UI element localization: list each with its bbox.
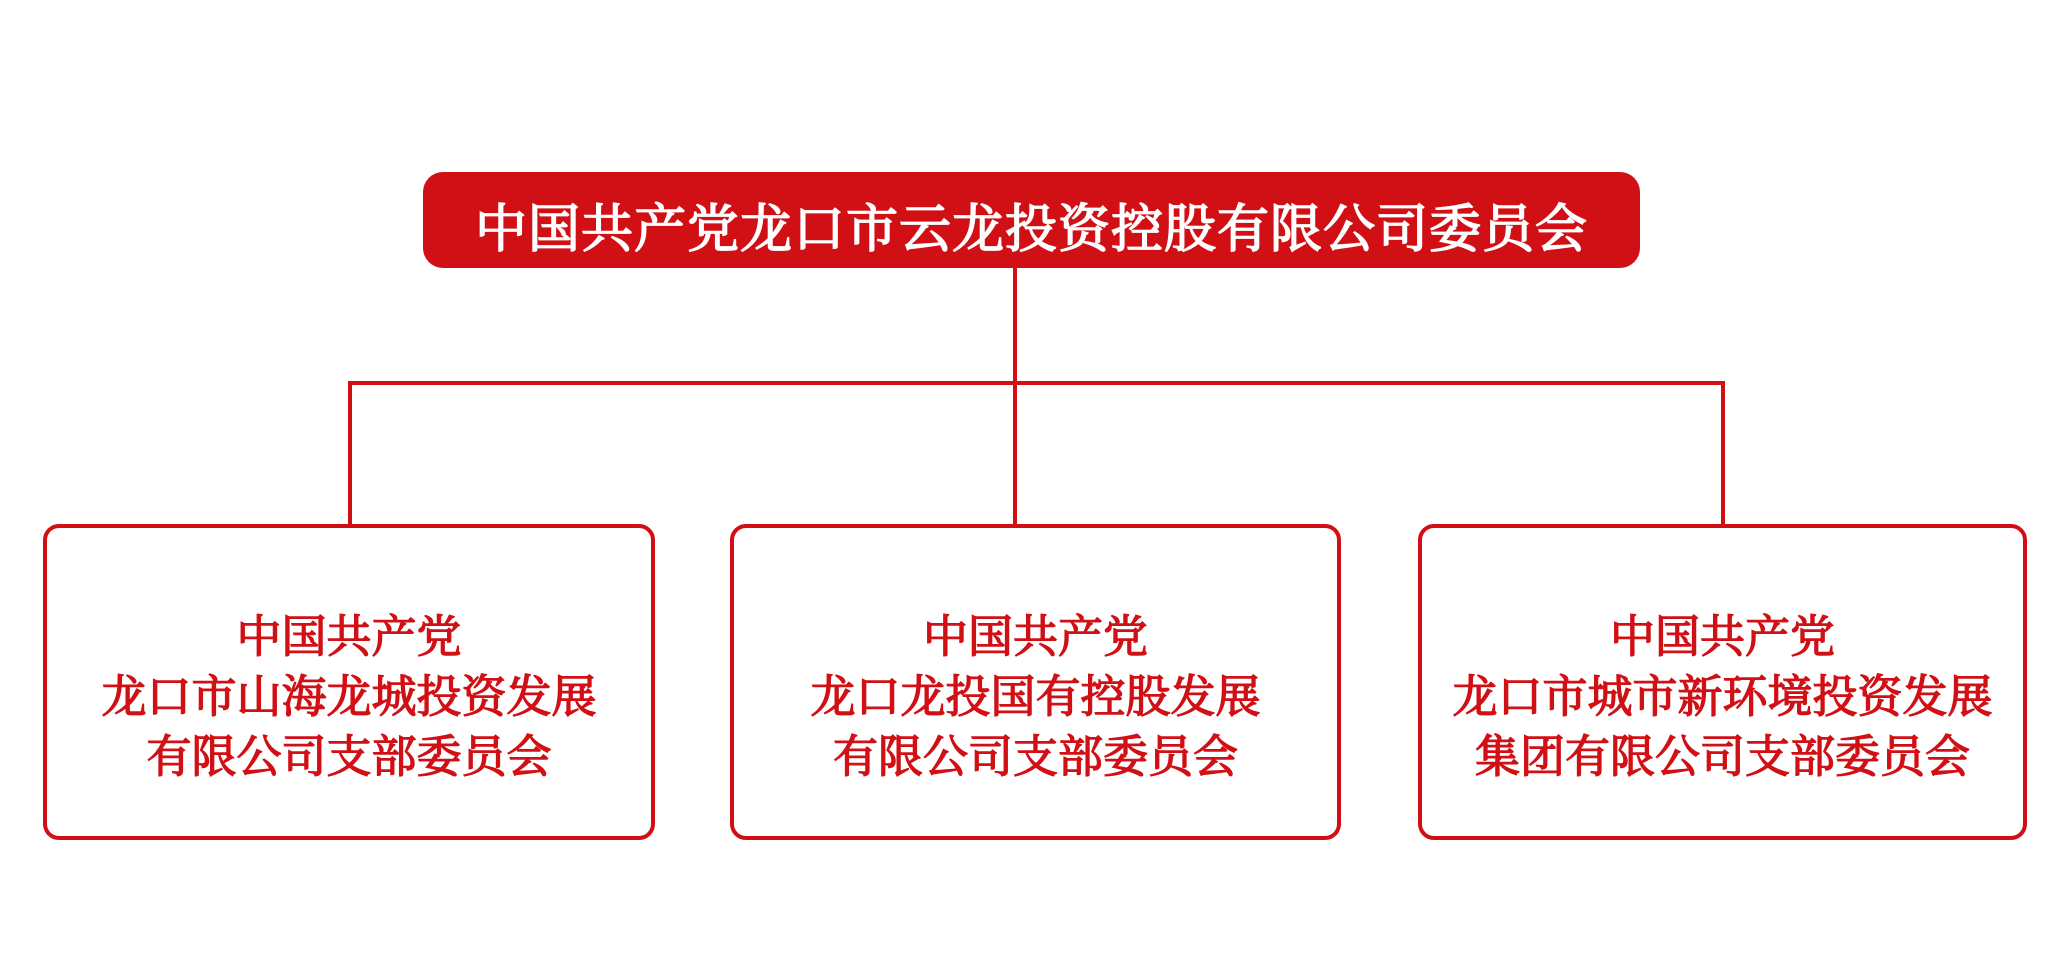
branch-line: 龙口市城市新环境投资发展 <box>1452 671 1993 722</box>
branch-line: 中国共产党 <box>1609 611 1835 662</box>
branch-line: 有限公司支部委员会 <box>832 731 1238 782</box>
org-branch-node-center <box>730 524 1341 840</box>
org-branch-node-right <box>1418 524 2027 840</box>
org-root-label: 中国共产党龙口市云龙投资控股有限公司委员会 <box>474 200 1588 259</box>
connector-drop-center <box>1013 381 1017 528</box>
branch-line: 集团有限公司支部委员会 <box>1474 731 1970 782</box>
connector-drop-left <box>348 381 352 528</box>
branch-line: 有限公司支部委员会 <box>146 731 552 782</box>
org-branch-node-left <box>43 524 655 840</box>
connector-horizontal <box>348 381 1725 385</box>
org-root-node <box>423 172 1640 268</box>
branch-line: 龙口市山海龙城投资发展 <box>101 671 597 722</box>
connector-root-stem <box>1013 266 1017 385</box>
branch-line: 中国共产党 <box>236 611 462 662</box>
branch-line: 中国共产党 <box>922 611 1148 662</box>
branch-line: 龙口龙投国有控股发展 <box>810 671 1261 722</box>
connector-drop-right <box>1721 381 1725 528</box>
